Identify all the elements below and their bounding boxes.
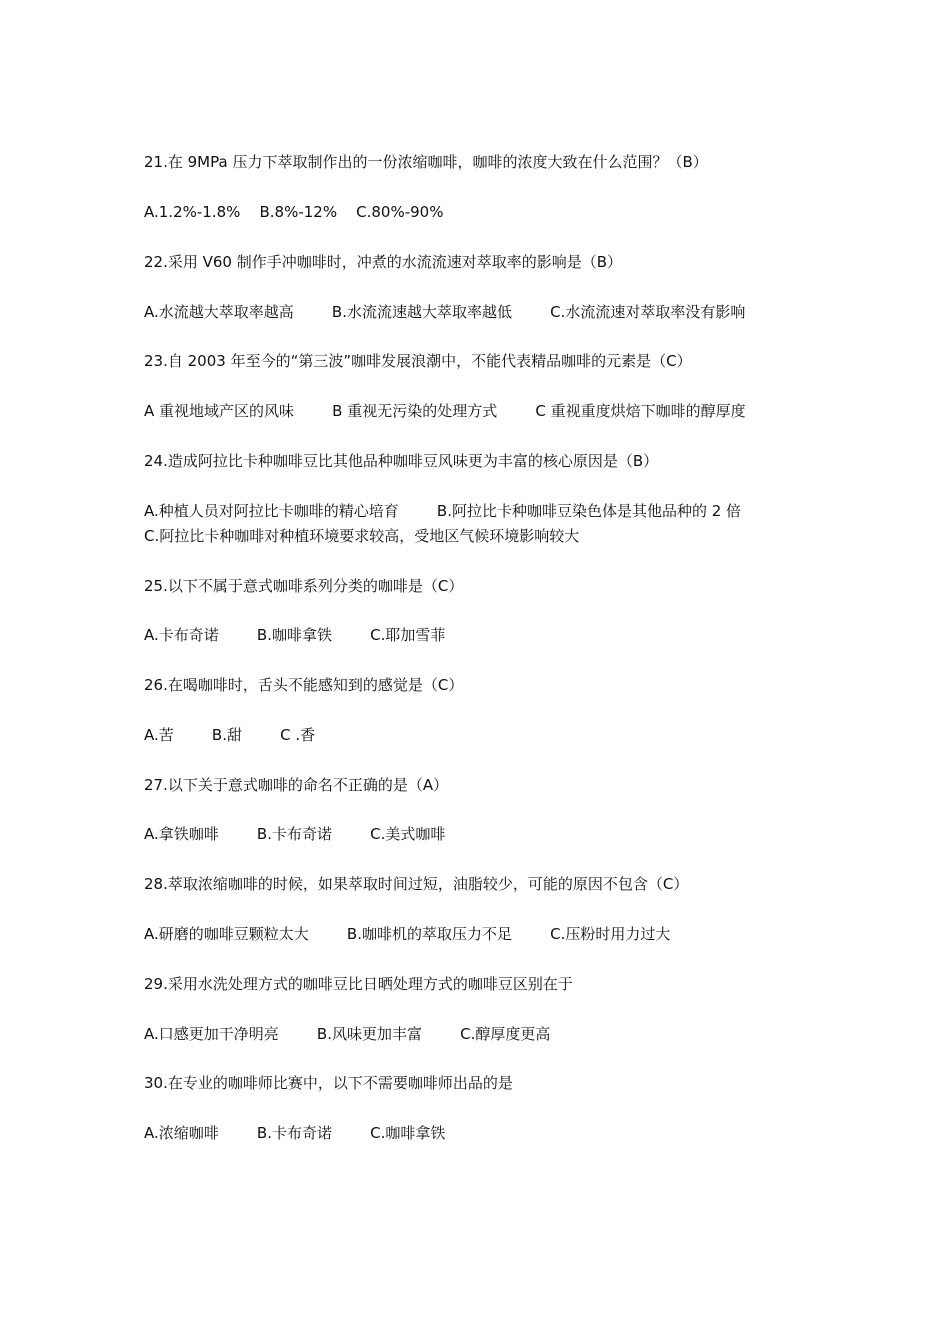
question-22: 22.采用 V60 制作手冲咖啡时，冲煮的水流流速对萃取率的影响是（B）	[144, 253, 623, 271]
question-23: 23.自 2003 年至今的“第三波”咖啡发展浪潮中，不能代表精品咖啡的元素是（C）	[144, 352, 692, 370]
options-28: A.研磨的咖啡豆颗粒太大 B.咖啡机的萃取压力不足 C.压粉时用力过大	[144, 925, 671, 943]
question-30: 30.在专业的咖啡师比赛中，以下不需要咖啡师出品的是	[144, 1074, 513, 1092]
options-23: A 重视地域产区的风味 B 重视无污染的处理方式 C 重视重度烘焙下咖啡的醇厚度	[144, 402, 746, 420]
question-24: 24.造成阿拉比卡种咖啡豆比其他品种咖啡豆风味更为丰富的核心原因是（B）	[144, 452, 659, 470]
options-22: A.水流越大萃取率越高 B.水流流速越大萃取率越低 C.水流流速对萃取率没有影响	[144, 303, 746, 321]
options-24-line2: C.阿拉比卡种咖啡对种植环境要求较高，受地区气候环境影响较大	[144, 527, 580, 545]
question-25: 25.以下不属于意式咖啡系列分类的咖啡是（C）	[144, 577, 464, 595]
options-21: A.1.2%-1.8% B.8%-12% C.80%-90%	[144, 203, 444, 221]
question-27: 27.以下关于意式咖啡的命名不正确的是（A）	[144, 776, 449, 794]
question-21: 21.在 9MPa 压力下萃取制作出的一份浓缩咖啡，咖啡的浓度大致在什么范围？（B）	[144, 153, 708, 171]
options-29: A.口感更加干净明亮 B.风味更加丰富 C.醇厚度更高	[144, 1025, 551, 1043]
question-26: 26.在喝咖啡时，舌头不能感知到的感觉是（C）	[144, 676, 464, 694]
question-28: 28.萃取浓缩咖啡的时候，如果萃取时间过短，油脂较少，可能的原因不包含（C）	[144, 875, 689, 893]
options-30: A.浓缩咖啡 B.卡布奇诺 C.咖啡拿铁	[144, 1124, 446, 1142]
options-25: A.卡布奇诺 B.咖啡拿铁 C.耶加雪菲	[144, 626, 446, 644]
options-24-line1: A.种植人员对阿拉比卡咖啡的精心培育 B.阿拉比卡种咖啡豆染色体是其他品种的 2 倍	[144, 502, 742, 520]
options-26: A.苦 B.甜 C .香	[144, 726, 316, 744]
options-27: A.拿铁咖啡 B.卡布奇诺 C.美式咖啡	[144, 825, 446, 843]
question-29: 29.采用水洗处理方式的咖啡豆比日晒处理方式的咖啡豆区别在于	[144, 975, 573, 993]
